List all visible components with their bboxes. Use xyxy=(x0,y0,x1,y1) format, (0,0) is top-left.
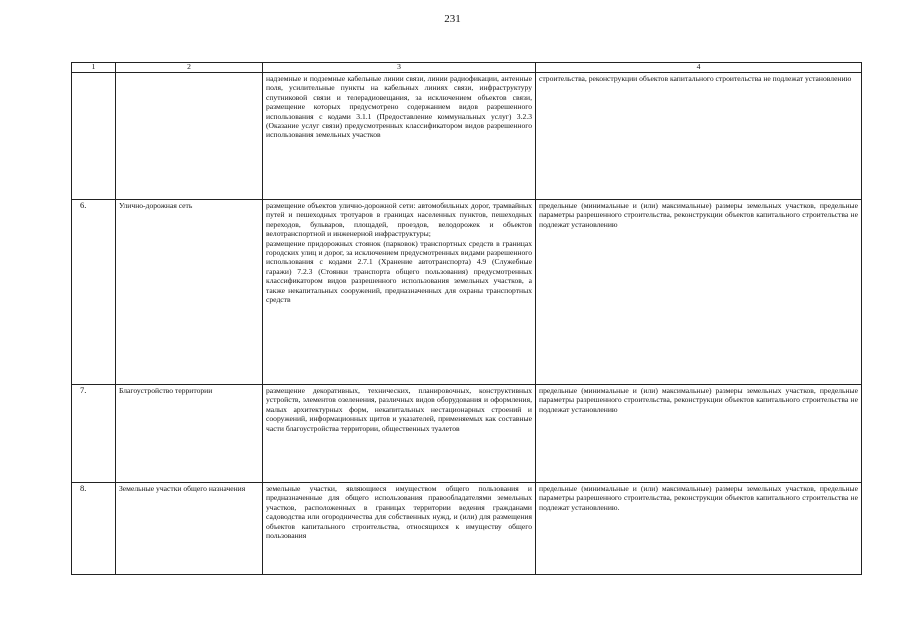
row-number xyxy=(72,73,116,200)
header-col-2: 2 xyxy=(116,63,263,73)
row-use-name: Улично-дорожная сеть xyxy=(116,200,263,385)
row-use-name: Благоустройство территории xyxy=(116,385,263,483)
row-params: предельные (минимальные и (или) максимальные) размеры земельных участков, предельные параметры разрешенного строительства, реконструкции объектов капитального строительства не подлежат установлению xyxy=(536,200,862,385)
row-description: размещение объектов улично-дорожной сети: автомобильных дорог, трамвайных путей и пешеходных тротуаров в границах населенных пунктов, пешеходных переходов, бульваров, площадей, проездов, велодорожек и объектов велотранспортной и инженерной инфраструктуры; размещение придорожных стоянок (парковок) транспортных средств в границах городских улиц и дорог, за исключением предусмотренных видами разрешенного использования с кодами 2.7.1 (Хранение автотранспорта) 4.9 (Служебные гаражи) 7.2.3 (Стоянки транспорта общего пользования) предусмотренных классификатором видов разрешенного использования земельных участков, а также некапитальных сооружений, предназначенных для охраны транспортных средств xyxy=(263,200,536,385)
page-number: 231 xyxy=(444,13,461,25)
row-params: предельные (минимальные и (или) максимальные) размеры земельных участков, предельные параметры разрешенного строительства, реконструкции объектов капитального строительства не подлежат установлению xyxy=(536,385,862,483)
header-col-4: 4 xyxy=(536,63,862,73)
row-params: строительства, реконструкции объектов капитального строительства не подлежат установлению xyxy=(536,73,862,200)
row-description: земельные участки, являющиеся имуществом общего пользования и предназначенные для общего использования правообладателями земельных участков, расположенных в границах территории ведения гражданами садоводства или огородничества для собственных нужд, и (или) для размещения объектов капитального строительства, относящихся к имуществу общего пользования xyxy=(263,483,536,575)
table-row xyxy=(72,483,862,575)
row-number: 8. xyxy=(72,483,116,575)
table-row xyxy=(72,385,862,483)
table-row xyxy=(72,73,862,200)
row-number: 6. xyxy=(72,200,116,385)
row-number: 7. xyxy=(72,385,116,483)
row-description: размещение декоративных, технических, планировочных, конструктивных устройств, элементов озеленения, различных видов оборудования и оформления, малых архитектурных форм, некапитальных нестационарных строений и сооружений, информационных щитов и указателей, применяемых как составные части благоустройства территории, общественных туалетов xyxy=(263,385,536,483)
row-params: предельные (минимальные и (или) максимальные) размеры земельных участков, предельные параметры разрешенного строительства, реконструкции объектов капитального строительства не подлежат установлению. xyxy=(536,483,862,575)
row-use-name: Земельные участки общего назначения xyxy=(116,483,263,575)
table-header-row xyxy=(72,63,862,73)
header-col-3: 3 xyxy=(263,63,536,73)
zoning-table xyxy=(71,62,862,575)
table-row xyxy=(72,200,862,385)
row-description: надземные и подземные кабельные линии связи, линии радиофикации, антенные поля, усилительные пункты на кабельных линиях связи, инфраструктуру спутниковой связи и телерадиовещания, за исключением объектов связи, размещение которых предусмотрено содержанием видов разрешенного использования с кодами 3.1.1 (Предоставление коммунальных услуг) 3.2.3 (Оказание услуг связи) предусмотренных классификатором видов разрешенного использования земельных участков xyxy=(263,73,536,200)
row-use-name xyxy=(116,73,263,200)
header-col-1: 1 xyxy=(72,63,116,73)
